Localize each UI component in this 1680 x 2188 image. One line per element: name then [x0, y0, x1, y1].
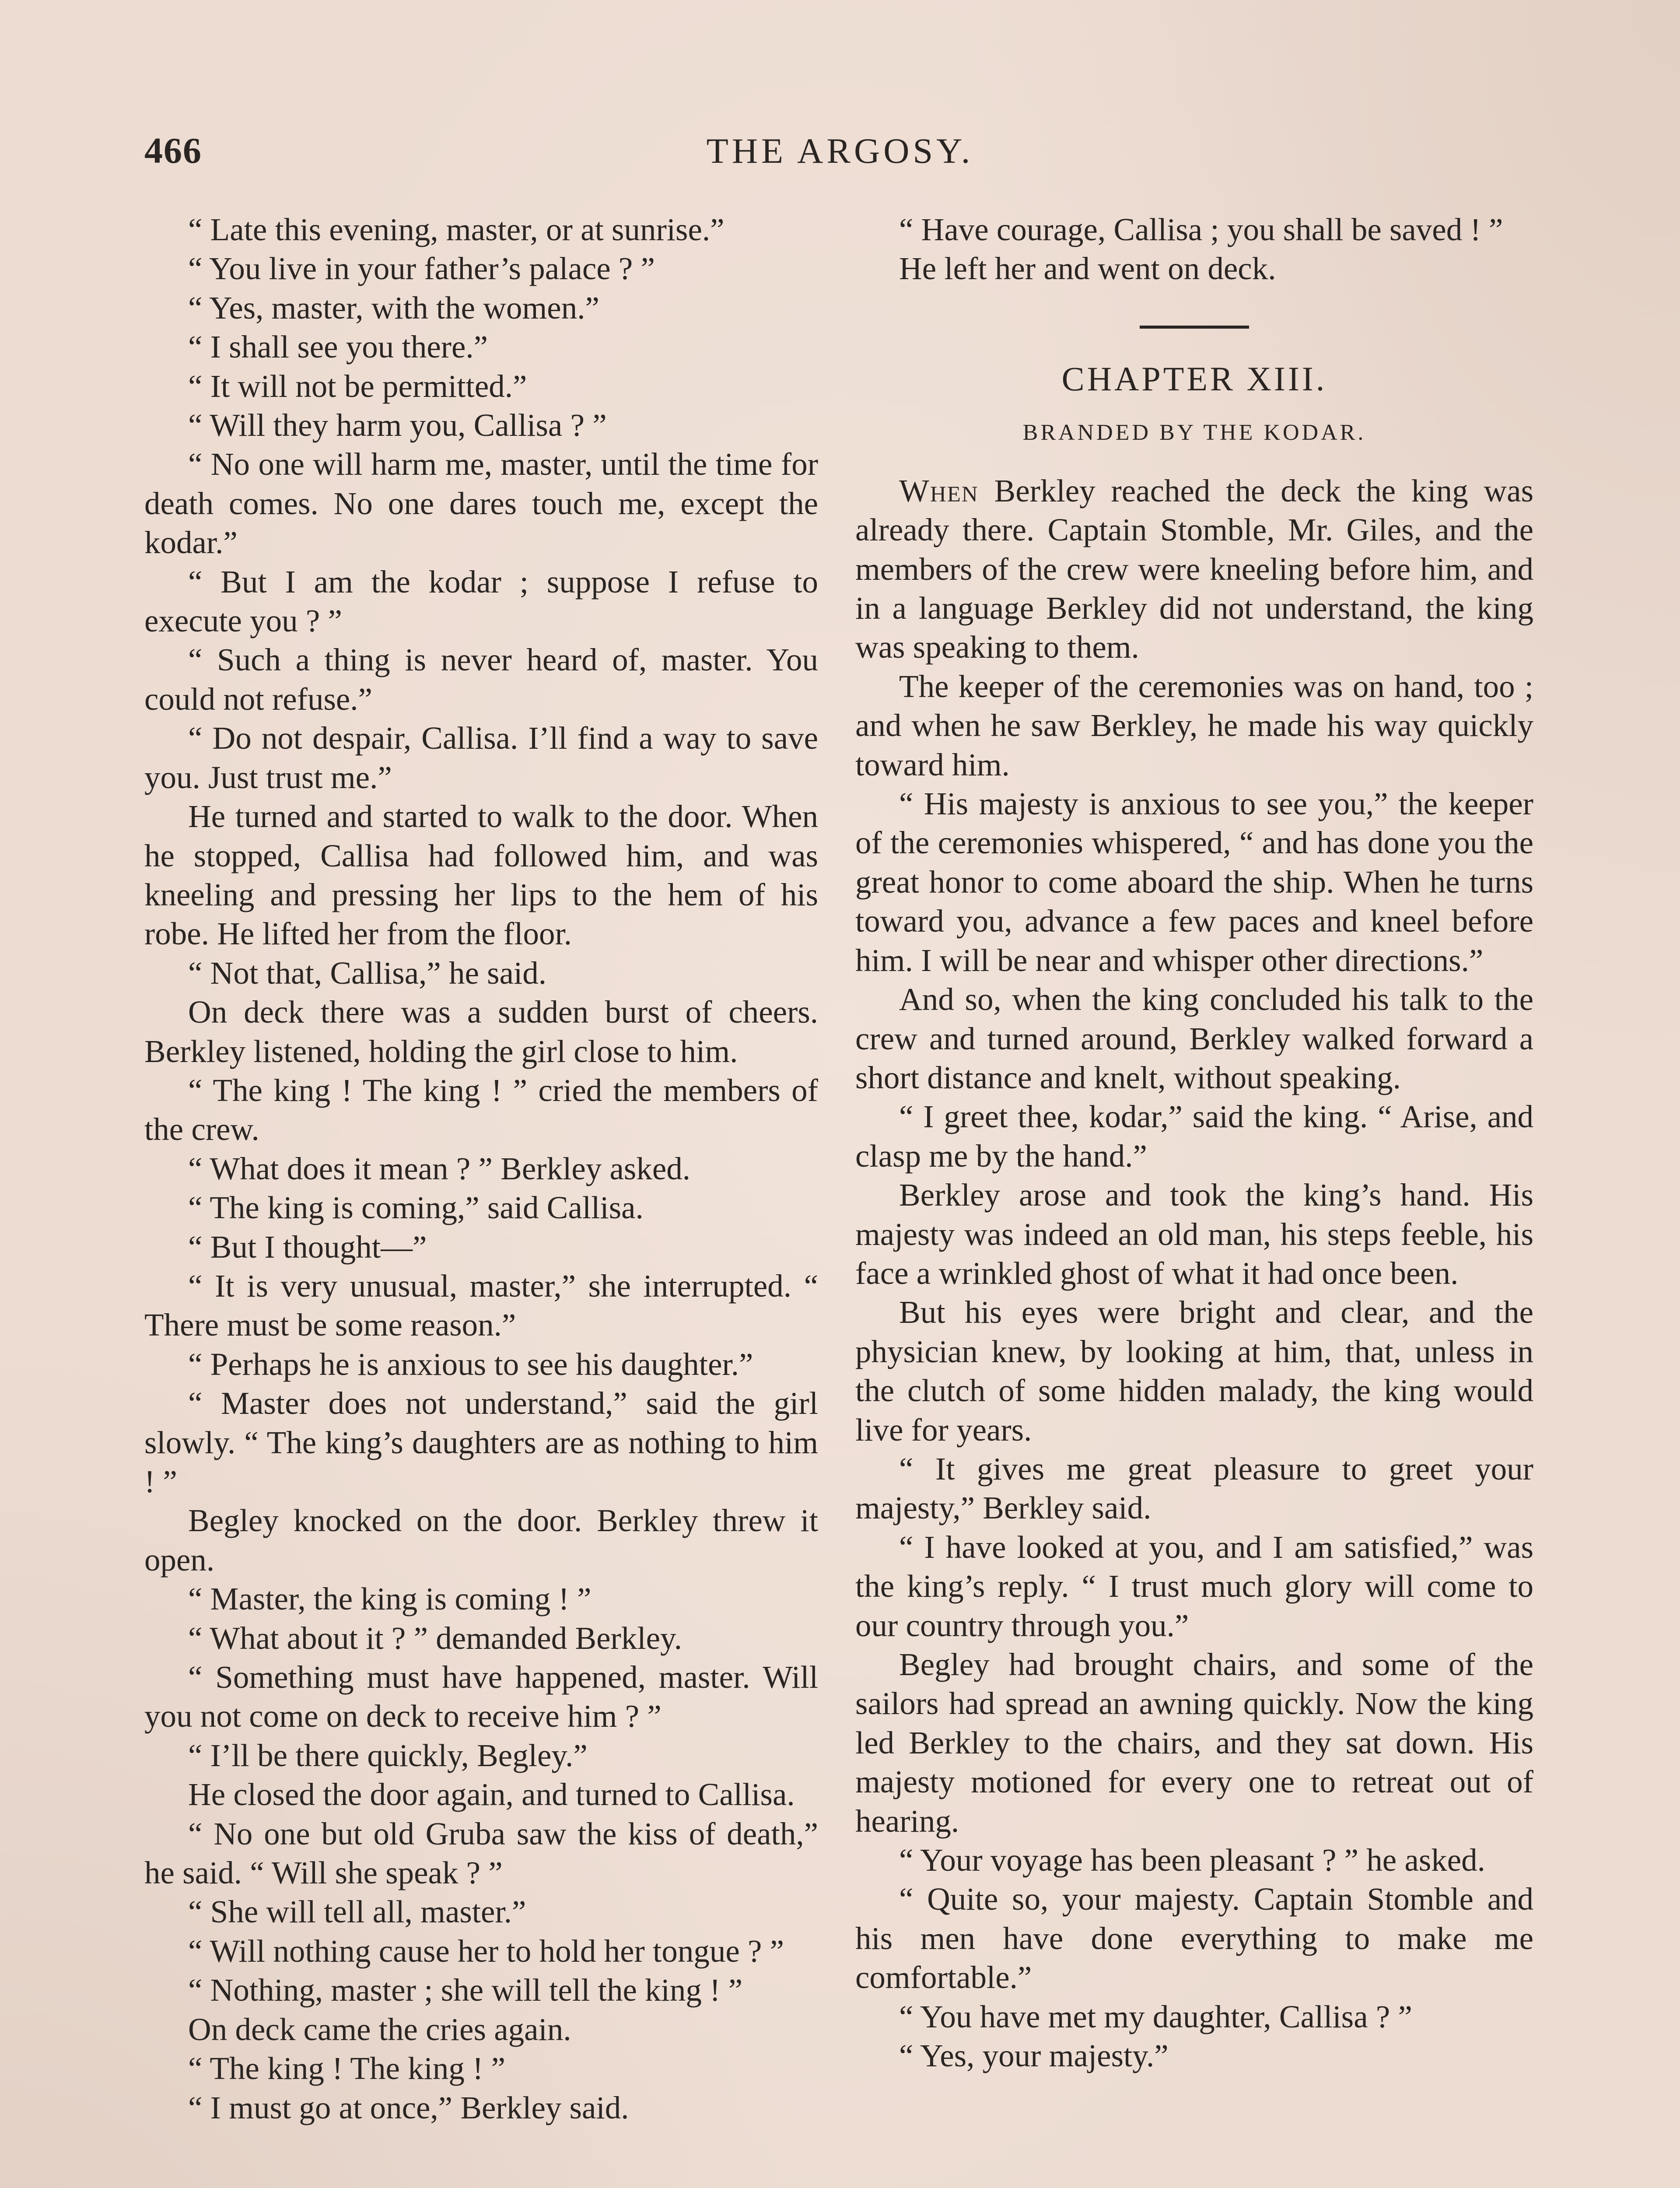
paragraph: Begley knocked on the door. Berkley threw it open. — [144, 1503, 818, 1578]
paragraph: “ The king ! The king ! ” cried the members of the crew. — [144, 1072, 818, 1147]
paragraph: He closed the door again, and turned to Callisa. — [188, 1777, 795, 1813]
paragraph: “ I have looked at you, and I am satisfied,” was the king’s reply. “ I trust much glory will come to our country through you.” — [855, 1529, 1533, 1643]
paragraph: “ I greet thee, kodar,” said the king. “ Arise, and clasp me by the hand.” — [855, 1099, 1533, 1174]
paragraph: “ No one but old Gruba saw the kiss of death,” he said. “ Will she speak ? ” — [144, 1816, 818, 1891]
paragraph: “ Yes, your majesty.” — [899, 2038, 1169, 2074]
chapter-opening-word: When — [899, 473, 979, 508]
paragraph: The keeper of the ceremonies was on hand, too ; and when he saw Berkley, he made his way quickly toward him. — [855, 668, 1533, 782]
paragraph: “ Quite so, your majesty. Captain Stomble and his men have done everything to make me comfortable.” — [855, 1881, 1533, 1995]
paragraph: “ The king ! The king ! ” — [188, 2051, 506, 2086]
paragraph: “ What does it mean ? ” Berkley asked. — [188, 1150, 690, 1186]
paragraph: “ I must go at once,” Berkley said. — [188, 2090, 629, 2125]
paragraph: “ It gives me great pleasure to greet your majesty,” Berkley said. — [855, 1451, 1533, 1526]
paragraph: “ Will they harm you, Callisa ? ” — [188, 407, 607, 443]
paragraph: “ But I am the kodar ; suppose I refuse to execute you ? ” — [144, 564, 818, 639]
paragraph: He left her and went on deck. — [899, 251, 1276, 287]
paragraph: “ The king is coming,” said Callisa. — [188, 1190, 644, 1226]
paragraph: “ She will tell all, master.” — [188, 1894, 526, 1930]
paragraph: “ Such a thing is never heard of, master. You could not refuse.” — [144, 642, 818, 717]
paragraph: “ It will not be permitted.” — [188, 368, 527, 404]
paragraph: “ Something must have happened, master. Will you not come on deck to receive him ? ” — [144, 1659, 818, 1734]
paragraph: Begley had brought chairs, and some of the sailors had spread an awning quickly. Now the king led Berkley to the chairs, and they sat down. His majesty motioned for every one to retreat out of hearing. — [855, 1647, 1533, 1839]
chapter-opening-text: Berkley reached the deck the king was already there. Captain Stomble, Mr. Giles, and the members of the crew were kneeling before him, and in a language Berkley did not understand, the king was speaking to them. — [855, 473, 1533, 665]
left-column — [144, 210, 818, 2127]
paragraph: “ I’ll be there quickly, Begley.” — [188, 1737, 588, 1773]
paragraph: “ What about it ? ” demanded Berkley. — [188, 1620, 682, 1656]
right-column — [855, 210, 1533, 2075]
chapter-opening-paragraph — [855, 471, 1533, 667]
paragraph: And so, when the king concluded his talk to the crew and turned around, Berkley walked forward a short distance and knelt, without speaking. — [855, 982, 1533, 1095]
paragraph: “ No one will harm me, master, until the time for death comes. No one dares touch me, except the kodar.” — [144, 446, 818, 561]
paragraph: “ You live in your father’s palace ? ” — [188, 251, 655, 287]
paragraph: On deck came the cries again. — [188, 2011, 571, 2047]
right-column-top-paragraphs — [855, 210, 1533, 288]
right-column-body-paragraphs — [855, 667, 1533, 2076]
paragraph: Berkley arose and took the king’s hand. His majesty was indeed an old man, his steps feeble, his face a wrinkled ghost of what it had once been. — [855, 1177, 1533, 1291]
paragraph: “ Master does not understand,” said the girl slowly. “ The king’s daughters are as nothing to him ! ” — [144, 1385, 818, 1499]
paragraph: “ Do not despair, Callisa. I’ll find a way to save you. Just trust me.” — [144, 720, 818, 795]
paragraph: “ You have met my daughter, Callisa ? ” — [899, 1999, 1412, 2034]
paragraph: “ Your voyage has been pleasant ? ” he asked. — [899, 1842, 1485, 1878]
paragraph: But his eyes were bright and clear, and the physician knew, by looking at him, that, unless in the clutch of some hidden malady, the king would live for years. — [855, 1294, 1533, 1448]
paragraph: “ But I thought—” — [188, 1229, 427, 1265]
paragraph: “ Not that, Callisa,” he said. — [188, 955, 547, 991]
chapter-subtitle: BRANDED BY THE KODAR. — [1022, 420, 1366, 445]
paragraph: “ His majesty is anxious to see you,” the keeper of the ceremonies whispered, “ and has done you the great honor to come aboard the ship. When he turns toward you, advance a few paces and kneel before him. I will be near and whisper other directions.” — [855, 786, 1533, 978]
paragraph: “ Will nothing cause her to hold her tongue ? ” — [188, 1933, 784, 1969]
paragraph: “ Master, the king is coming ! ” — [188, 1581, 592, 1617]
paragraph: “ Have courage, Callisa ; you shall be saved ! ” — [899, 212, 1503, 247]
paragraph: On deck there was a sudden burst of cheers. Berkley listened, holding the girl close to him. — [144, 994, 818, 1069]
paragraph: “ I shall see you there.” — [188, 329, 488, 365]
chapter-title: CHAPTER XIII. — [1061, 359, 1327, 398]
chapter-divider-rule — [1140, 326, 1249, 329]
paragraph: “ Nothing, master ; she will tell the king ! ” — [188, 1972, 743, 2008]
running-title: THE ARGOSY. — [706, 131, 974, 171]
paragraph: “ Perhaps he is anxious to see his daughter.” — [188, 1346, 753, 1382]
paragraph: “ Late this evening, master, or at sunrise.” — [188, 212, 724, 247]
page-number: 466 — [144, 130, 202, 171]
paragraph: He turned and started to walk to the door. When he stopped, Callisa had followed him, and was kneeling and pressing her lips to the hem of his robe. He lifted her from the floor. — [144, 799, 818, 952]
paragraph: “ It is very unusual, master,” she interrupted. “ There must be some reason.” — [144, 1268, 818, 1343]
paragraph: “ Yes, master, with the women.” — [188, 290, 599, 326]
page-header — [144, 127, 1536, 175]
